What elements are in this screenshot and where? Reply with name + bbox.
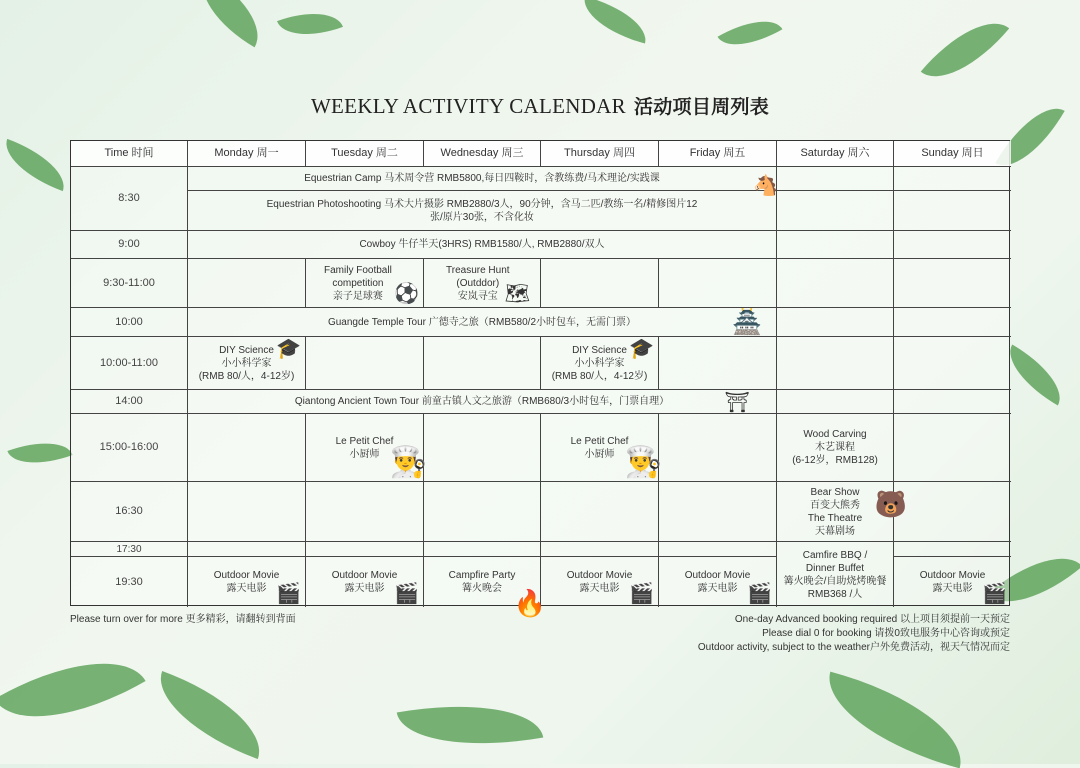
activity-text: DIY Science 小小科学家 (RMB 80/人，4-12岁) [551,344,648,382]
activity-petit-chef [541,414,662,482]
activity-cowboy [188,231,777,259]
activity-football [306,259,424,308]
activity-text: Campfire Party 篝火晚会 [448,570,516,594]
empty-cell [424,337,541,390]
clapperboard-icon: 🎬 [394,583,419,605]
empty-cell [424,414,541,482]
time-label: 17:30 [71,542,188,557]
activity-text: Le Petit Chef 小厨师 [335,435,394,460]
chef-icon: 👨‍🍳 [389,446,427,479]
empty-cell [541,259,659,308]
time-label: 15:00-16:00 [71,414,188,482]
empty-cell [424,542,541,557]
empty-cell [541,542,659,557]
header-wednesday: Wednesday 周三 [424,141,541,167]
temple-icon: 🏯 [732,309,762,336]
empty-cell [659,482,777,542]
empty-cell [541,482,659,542]
scientist-icon: 🎓 [629,338,654,360]
empty-cell [894,390,1011,414]
activity-text: Outdoor Movie 露天电影 [566,570,633,594]
scientist-icon: 🎓 [276,338,301,360]
empty-cell [777,390,894,414]
header-monday: Monday 周一 [188,141,306,167]
empty-cell [777,231,894,259]
activity-text: Equestrian Camp 马术周令营 RMB5800,每日四鞍时，含教练费/马术理论/实践课 [304,173,660,184]
chef-icon: 👨‍🍳 [624,446,662,479]
header-thursday: Thursday 周四 [541,141,659,167]
activity-text: Family Football competition 亲子足球赛 [324,264,392,302]
gate-icon: ⛩ [724,392,750,414]
activity-treasure-hunt [424,259,541,308]
activity-text: Camfire BBQ / Dinner Buffet 篝火晚会/自助烧烤晚餐 RMB368 /人 [783,549,887,600]
activity-equestrian-camp [188,167,778,197]
activity-wood-carving [777,414,894,482]
clapperboard-icon: 🎬 [982,583,1007,605]
empty-cell [777,308,894,337]
activity-text: Le Petit Chef 小厨师 [570,435,629,460]
time-label: 19:30 [71,557,188,607]
footer-note: Outdoor activity, subject to the weather户外免费活动，视天气情况而定 [697,642,1010,653]
empty-cell [894,308,1011,337]
empty-cell [306,542,424,557]
calendar-table [70,140,1010,618]
treasure-map-icon: 🗺 [504,283,530,305]
time-label: 16:30 [71,482,188,542]
empty-cell [188,542,306,557]
empty-cell [306,482,424,542]
empty-cell [659,259,777,308]
activity-photoshoot [188,191,777,231]
empty-cell [777,167,894,191]
activity-text: Guangde Temple Tour 广德寺之旅（RMB580/2小时包车，无需门票） [327,316,637,328]
footer-note: One-day Advanced booking required 以上项目须提前一天预定 [734,614,1010,625]
header-friday: Friday 周五 [659,141,777,167]
activity-campfire-party [424,557,546,618]
activity-diy-science [188,337,306,390]
footer-notes-right [698,613,1010,655]
activity-text: Bear Show 百变大熊秀 The Theatre 天幕剧场 [807,486,863,537]
title-zh: 活动项目周列表 [633,96,770,118]
activity-text: Outdoor Movie 露天电影 [684,570,751,594]
time-label: 8:30 [71,167,188,231]
time-label: 9:30-11:00 [71,259,188,308]
activity-text: Equestrian Photoshooting 马术大片摄影 RMB2880/3人，90分钟，含马二匹/教练一名/精修图片12 张/原片30张，不含化妆 [266,198,698,223]
time-label: 9:00 [71,231,188,259]
activity-outdoor-movie [306,557,424,607]
empty-cell [894,191,1011,231]
activity-petit-chef [306,414,427,482]
header-time: Time 时间 [71,141,188,167]
bear-icon: 🐻 [874,489,907,519]
time-label: 10:00-11:00 [71,337,188,390]
activity-text: Outdoor Movie 露天电影 [213,570,280,594]
empty-cell [659,542,777,557]
empty-cell [777,337,894,390]
activity-qiantong-town [188,390,777,414]
activity-text: Treasure Hunt (Outddor) 安岚寻宝 [446,264,510,302]
clapperboard-icon: 🎬 [629,583,654,605]
activity-outdoor-movie [659,557,777,607]
empty-cell [894,542,1011,557]
campfire-icon: 🔥 [513,588,546,618]
empty-cell [424,482,541,542]
empty-cell [659,337,777,390]
activity-outdoor-movie [188,557,306,607]
activity-diy-science [541,337,659,390]
empty-cell [894,259,1011,308]
header-sunday: Sunday 周日 [894,141,1011,167]
empty-cell [894,167,1011,191]
clapperboard-icon: 🎬 [276,583,301,605]
time-label: 10:00 [71,308,188,337]
activity-bbq [777,542,894,607]
time-label: 14:00 [71,390,188,414]
footer-note: Please dial 0 for booking 请拨0致电服务中心咨询或预定 [762,628,1010,639]
activity-text: Outdoor Movie 露天电影 [331,570,398,594]
activity-outdoor-movie [894,557,1011,607]
activity-guangde-temple [188,308,777,337]
title-en: WEEKLY ACTIVITY CALENDAR [310,94,626,118]
empty-cell [777,191,894,231]
activity-text: DIY Science 小小科学家 (RMB 80/人，4-12岁) [198,344,295,382]
header-tuesday: Tuesday 周二 [306,141,424,167]
activity-text: Outdoor Movie 露天电影 [919,570,986,594]
activity-bear-show [777,482,907,542]
activity-text: Cowboy 牛仔半天(3HRS) RMB1580/人, RMB2880/双人 [359,239,605,250]
empty-cell [894,414,1011,482]
empty-cell [306,337,424,390]
header-saturday: Saturday 周六 [777,141,894,167]
empty-cell [188,259,306,308]
empty-cell [894,482,1011,542]
clapperboard-icon: 🎬 [747,583,772,605]
activity-outdoor-movie [541,557,659,607]
empty-cell [188,482,306,542]
horse-icon: 🐴 [753,175,778,197]
empty-cell [659,414,777,482]
soccer-ball-icon: ⚽ [394,283,419,305]
footer-note-left: Please turn over for more 更多精彩，请翻转到背面 [70,614,296,625]
empty-cell [894,337,1011,390]
activity-text: Wood Carving 木艺课程 (6-12岁，RMB128) [792,429,878,466]
activity-text: Qiantong Ancient Town Tour 前童古镇人文之旅游（RMB680/3小时包车，门票自理） [294,396,670,407]
empty-cell [188,414,306,482]
empty-cell [777,259,894,308]
page-title [0,92,1080,119]
empty-cell [894,231,1011,259]
